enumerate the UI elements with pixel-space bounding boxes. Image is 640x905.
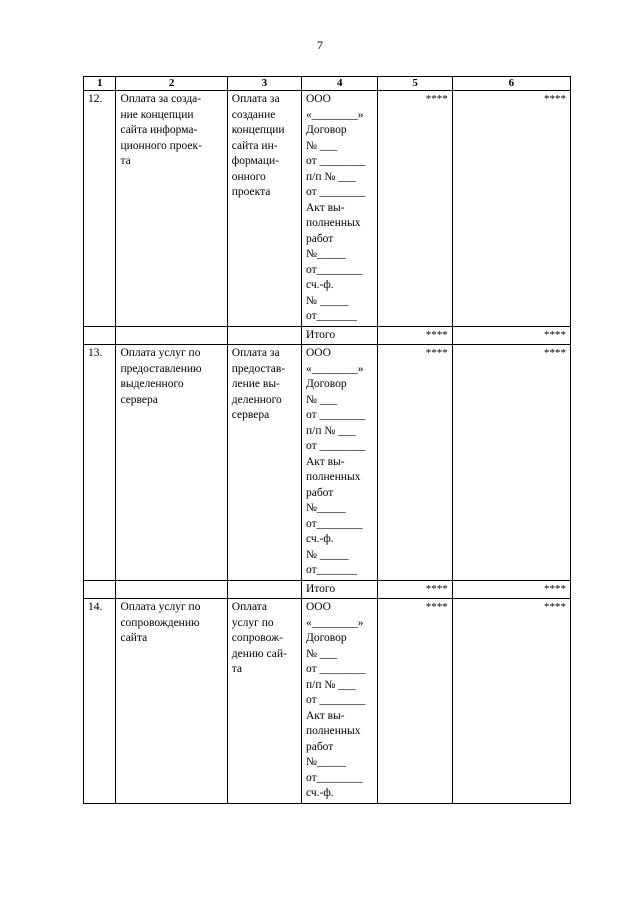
header-cell-2: 2 [116, 77, 227, 91]
col4-line: работ [305, 486, 334, 499]
col3-line: сайта ин- [231, 139, 278, 152]
row-number: 12. [84, 91, 116, 327]
total-empty-cell [227, 326, 301, 345]
col4-line: п/п № ___ [305, 170, 356, 183]
amount-cell-6: **** [452, 91, 570, 327]
table-body [84, 91, 571, 804]
col4-line: № _____ [305, 548, 349, 561]
document-cell [301, 599, 378, 804]
total-empty-cell [116, 580, 227, 599]
col2-line: предоставлению [120, 362, 202, 375]
col3-line: предостав- [231, 362, 286, 375]
col4-line: от_______ [305, 310, 357, 322]
total-amount: **** [452, 580, 570, 599]
col3-line: формаци- [231, 155, 279, 167]
col4-line: от ________ [305, 155, 366, 167]
col4-line: Договор [305, 632, 347, 644]
col3-line: деленного [231, 393, 282, 406]
col4-line: полненных [305, 471, 361, 483]
col3-line: онного [231, 170, 266, 183]
col2-line: та [120, 155, 131, 167]
col4-line: №_____ [305, 502, 346, 514]
col4-line: от________ [305, 517, 363, 530]
col2-line: сайта информа- [120, 124, 198, 136]
col4-line: от ________ [305, 409, 366, 421]
header-row [84, 77, 571, 91]
total-amount: **** [452, 326, 570, 345]
total-label: Итого [301, 580, 378, 599]
col2-line: Оплата за созда- [120, 93, 202, 105]
col4-line: от ________ [305, 663, 366, 675]
amount-cell-5: **** [378, 91, 452, 327]
payment-table [83, 76, 571, 804]
purpose-cell [227, 345, 301, 581]
col4-line: от ________ [305, 186, 366, 198]
col2-line: ние концепции [120, 108, 194, 121]
col3-line: концепции [231, 124, 285, 136]
col3-line: сопровож- [231, 632, 283, 644]
col4-line: Акт вы- [305, 455, 345, 468]
col4-line: Акт вы- [305, 201, 345, 214]
amount-cell-5: **** [378, 345, 452, 581]
col2-line: сайта [120, 632, 148, 644]
col4-line: № _____ [305, 294, 349, 307]
page-number: 7 [317, 38, 323, 52]
total-amount: **** [378, 580, 452, 599]
col4-line: от ________ [305, 440, 366, 452]
total-row [84, 580, 571, 599]
col4-line: п/п № ___ [305, 424, 356, 437]
document-cell [301, 345, 378, 581]
col4-line: сч.-ф. [305, 787, 334, 799]
col4-line: № ___ [305, 393, 338, 406]
header-cell-5: 5 [378, 77, 452, 91]
col4-line: «________» [305, 108, 364, 121]
col4-line: полненных [305, 217, 361, 229]
col2-line: ционного проек- [120, 139, 202, 152]
col4-line: «________» [305, 362, 364, 375]
header-cell-1: 1 [84, 77, 116, 91]
col4-line: работ [305, 740, 334, 753]
col4-line: № ___ [305, 647, 338, 660]
col4-line: сч.-ф. [305, 279, 334, 291]
col3-line: Оплата за [231, 93, 280, 105]
total-label: Итого [301, 326, 378, 345]
purpose-cell [227, 91, 301, 327]
header-cell-4: 4 [301, 77, 378, 91]
row-number: 14. [84, 599, 116, 804]
description-cell [116, 599, 227, 804]
col3-line: создание [231, 108, 276, 121]
col4-line: от ________ [305, 694, 366, 706]
col3-line: та [231, 663, 243, 675]
description-cell [116, 345, 227, 581]
col3-line: сервера [231, 409, 270, 421]
purpose-cell [227, 599, 301, 804]
col4-line: от________ [305, 771, 363, 784]
col3-line: проекта [231, 186, 271, 198]
table-row [84, 91, 571, 327]
col3-line: Оплата [231, 601, 268, 613]
col4-line: «________» [305, 616, 364, 629]
col4-line: № ___ [305, 139, 338, 152]
col4-line: сч.-ф. [305, 533, 334, 545]
amount-cell-6: **** [452, 599, 570, 804]
col4-line: от________ [305, 263, 363, 276]
description-cell [116, 91, 227, 327]
total-amount: **** [378, 326, 452, 345]
total-row [84, 326, 571, 345]
col2-line: Оплата услуг по [120, 347, 201, 359]
col4-line: ООО [305, 93, 331, 105]
total-empty-cell [227, 580, 301, 599]
col4-line: от_______ [305, 564, 357, 576]
col3-line: услуг по [231, 616, 274, 629]
col4-line: №_____ [305, 248, 346, 260]
col3-line: Оплата за [231, 347, 280, 359]
col3-line: дению сай- [231, 647, 287, 660]
col2-line: сервера [120, 393, 158, 406]
row-number: 13. [84, 345, 116, 581]
col4-line: №_____ [305, 756, 346, 768]
col4-line: п/п № ___ [305, 678, 356, 691]
col3-line: ление вы- [231, 378, 280, 390]
col2-line: выделенного [120, 378, 184, 390]
col4-line: ООО [305, 601, 331, 613]
amount-cell-5: **** [378, 599, 452, 804]
col2-line: сопровождению [120, 616, 200, 629]
total-empty-cell [116, 326, 227, 345]
col4-line: работ [305, 232, 334, 245]
col2-line: Оплата услуг по [120, 601, 201, 613]
col4-line: ООО [305, 347, 331, 359]
total-empty-cell [84, 580, 116, 599]
col4-line: Договор [305, 124, 347, 136]
total-empty-cell [84, 326, 116, 345]
col4-line: Акт вы- [305, 709, 345, 722]
col4-line: полненных [305, 725, 361, 737]
table-row [84, 599, 571, 804]
header-cell-6: 6 [452, 77, 570, 91]
amount-cell-6: **** [452, 345, 570, 581]
document-cell [301, 91, 378, 327]
col4-line: Договор [305, 378, 347, 390]
table-row [84, 345, 571, 581]
header-cell-3: 3 [227, 77, 301, 91]
